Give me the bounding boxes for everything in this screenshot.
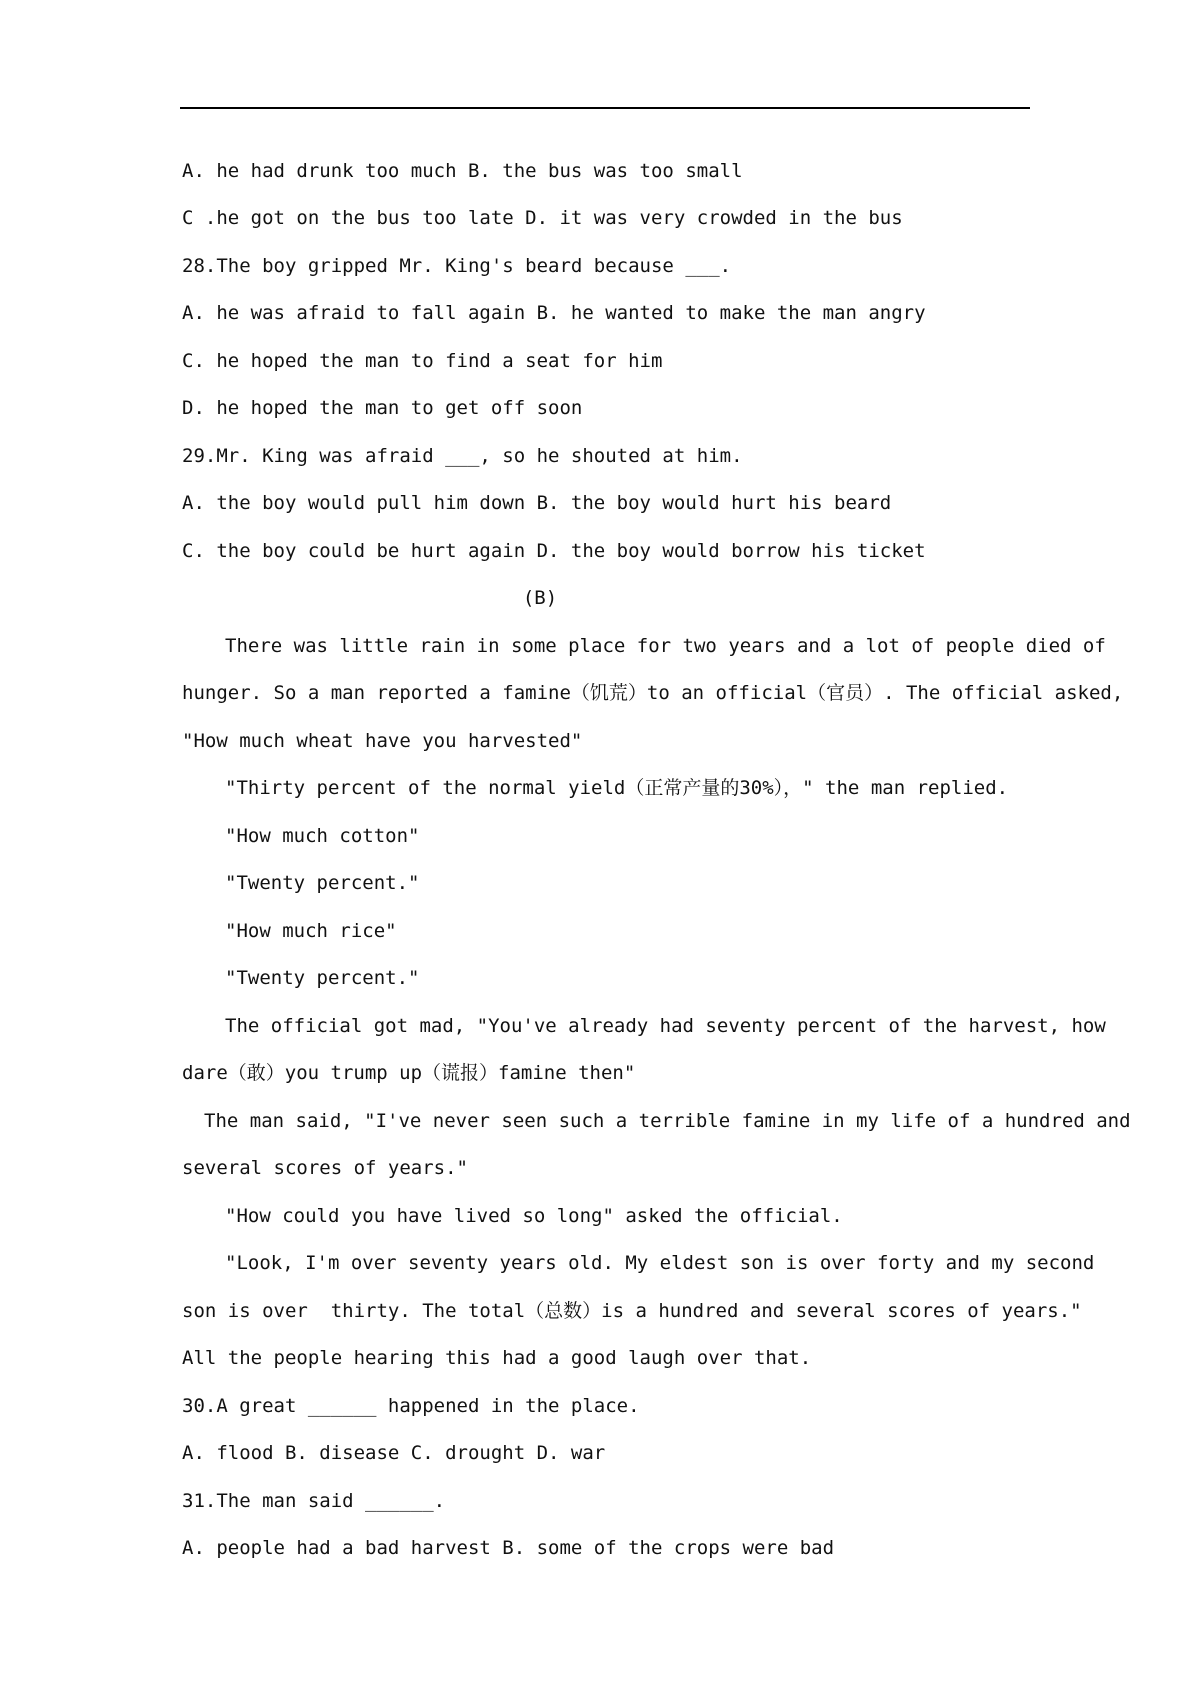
option-line-27cd: C .he got on the bus too late D. it was very crowded in the bus <box>182 207 903 229</box>
passage-line: "Thirty percent of the normal yield（正常产量的30%），" the man replied. <box>225 777 1009 799</box>
option-line-29ab: A. the boy would pull him down B. the boy would hurt his beard <box>182 492 892 514</box>
option-line-28c: C. he hoped the man to find a seat for him <box>182 350 663 372</box>
passage-line: "Twenty percent." <box>225 967 420 989</box>
passage-line: The official got mad, "You've already had seventy percent of the harvest, how <box>225 1015 1106 1037</box>
passage-line: "How much wheat have you harvested" <box>182 730 583 752</box>
passage-line: There was little rain in some place for two years and a lot of people died of <box>225 635 1106 657</box>
question-29: 29.Mr. King was afraid ___, so he shouted at him. <box>182 445 743 467</box>
passage-line: son is over thirty. The total（总数）is a hundred and several scores of years." <box>182 1300 1082 1322</box>
passage-line: "Twenty percent." <box>225 872 420 894</box>
passage-line: dare（敢）you trump up（谎报）famine then" <box>182 1062 636 1084</box>
header-rule <box>180 107 1030 109</box>
passage-line: hunger. So a man reported a famine（饥荒）to an official（官员）. The official asked, <box>182 682 1124 704</box>
section-heading-b: (B) <box>522 587 558 609</box>
passage-line: All the people hearing this had a good laugh over that. <box>182 1347 812 1369</box>
option-line-28d: D. he hoped the man to get off soon <box>182 397 583 419</box>
passage-line: "Look, I'm over seventy years old. My eldest son is over forty and my second <box>225 1252 1095 1274</box>
passage-line: "How much rice" <box>225 920 397 942</box>
passage-line: The man said, "I've never seen such a terrible famine in my life of a hundred and <box>204 1110 1131 1132</box>
option-line-30: A. flood B. disease C. drought D. war <box>182 1442 606 1464</box>
option-line-31ab: A. people had a bad harvest B. some of the crops were bad <box>182 1537 835 1559</box>
passage-line: "How much cotton" <box>225 825 420 847</box>
option-line-28ab: A. he was afraid to fall again B. he wanted to make the man angry <box>182 302 926 324</box>
passage-line: "How could you have lived so long" asked the official. <box>225 1205 843 1227</box>
passage-line: several scores of years." <box>182 1157 468 1179</box>
question-30: 30.A great ______ happened in the place. <box>182 1395 640 1417</box>
option-line-27ab: A. he had drunk too much B. the bus was too small <box>182 160 743 182</box>
option-line-29cd: C. the boy could be hurt again D. the boy would borrow his ticket <box>182 540 926 562</box>
question-28: 28.The boy gripped Mr. King's beard because ___. <box>182 255 732 277</box>
question-31: 31.The man said ______. <box>182 1490 446 1512</box>
